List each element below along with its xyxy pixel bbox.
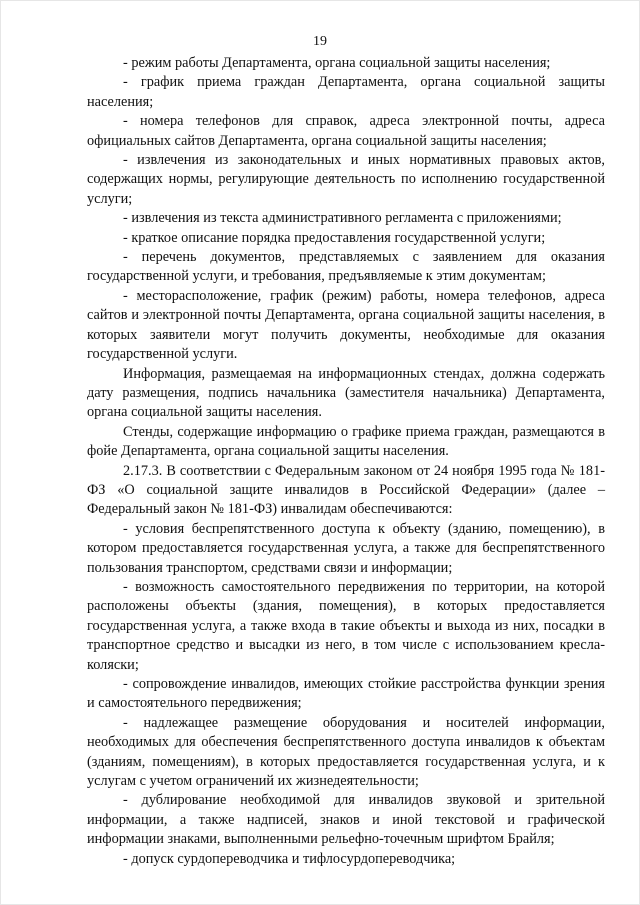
paragraph: 2.17.3. В соответствии с Федеральным законом от 24 ноября 1995 года № 181-ФЗ «О социальной защите инвалидов в Российской Федерации» (далее – Федеральный закон № 181-ФЗ) инвалидам обеспечиваются: <box>87 462 605 518</box>
paragraph: Стенды, содержащие информацию о графике приема граждан, размещаются в фойе Департамента, органа социальной защиты населения. <box>87 423 605 460</box>
paragraph: - номера телефонов для справок, адреса электронной почты, адреса официальных сайтов Департамента, органа социальной защиты населения; <box>87 113 605 149</box>
paragraph: - допуск сурдопереводчика и тифлосурдопереводчика; <box>123 850 456 867</box>
paragraph: - перечень документов, представляемых с заявлением для оказания государственной услуги, и требования, предъявляемые к этим документам; <box>87 249 605 285</box>
paragraph: - месторасположение, график (режим) работы, номера телефонов, адреса сайтов и электронной почты Департамента, органа социальной защиты населения, в которых заявители могут получить документы, необходимые для оказания государственной услуги. <box>87 287 605 363</box>
paragraph: - график приема граждан Департамента, органа социальной защиты населения; <box>87 74 605 110</box>
paragraph: - извлечения из законодательных и иных нормативных правовых актов, содержащих нормы, регулирующие деятельность по исполнению государственной услуги; <box>87 152 605 207</box>
paragraph: - возможность самостоятельного передвижения по территории, на которой расположены объекты (здания, помещения), в которых предоставляется государственная услуга, а также входа в такие объекты и выхода из них, посадки в транспортное средство и высадки из него, в том числе с использованием кресла-коляски; <box>87 578 605 673</box>
paragraph: - сопровождение инвалидов, имеющих стойкие расстройства функции зрения и самостоятельного передвижения; <box>87 676 605 712</box>
paragraph: - надлежащее размещение оборудования и носителей информации, необходимых для обеспечения беспрепятственного доступа инвалидов к объектам (зданиям, помещениям), в которых предоставляется государственная услуга, и к услугам с учетом ограничений их жизнедеятельности; <box>87 714 605 790</box>
page-number: 19 <box>313 34 327 49</box>
paragraph: - режим работы Департамента, органа социальной защиты населения; <box>123 55 551 71</box>
document-body <box>87 54 605 869</box>
paragraph: - краткое описание порядка предоставления государственной услуги; <box>123 229 546 246</box>
paragraph: - извлечения из текста административного регламента с приложениями; <box>123 210 562 227</box>
paragraph: - дублирование необходимой для инвалидов звуковой и зрительной информации, а также надписей, знаков и иной текстовой и графической информации знаками, выполненными рельефно-точечным шрифтом Брайля; <box>87 792 605 848</box>
paragraph: Информация, размещаемая на информационных стендах, должна содержать дату размещения, подпись начальника (заместителя начальника) Департамента, органа социальной защиты населения. <box>87 365 605 421</box>
paragraph: - условия беспрепятственного доступа к объекту (зданию, помещению), в котором предоставляется государственная услуга, а также для беспрепятственного пользования транспортом, средствами связи и информации; <box>87 520 605 576</box>
